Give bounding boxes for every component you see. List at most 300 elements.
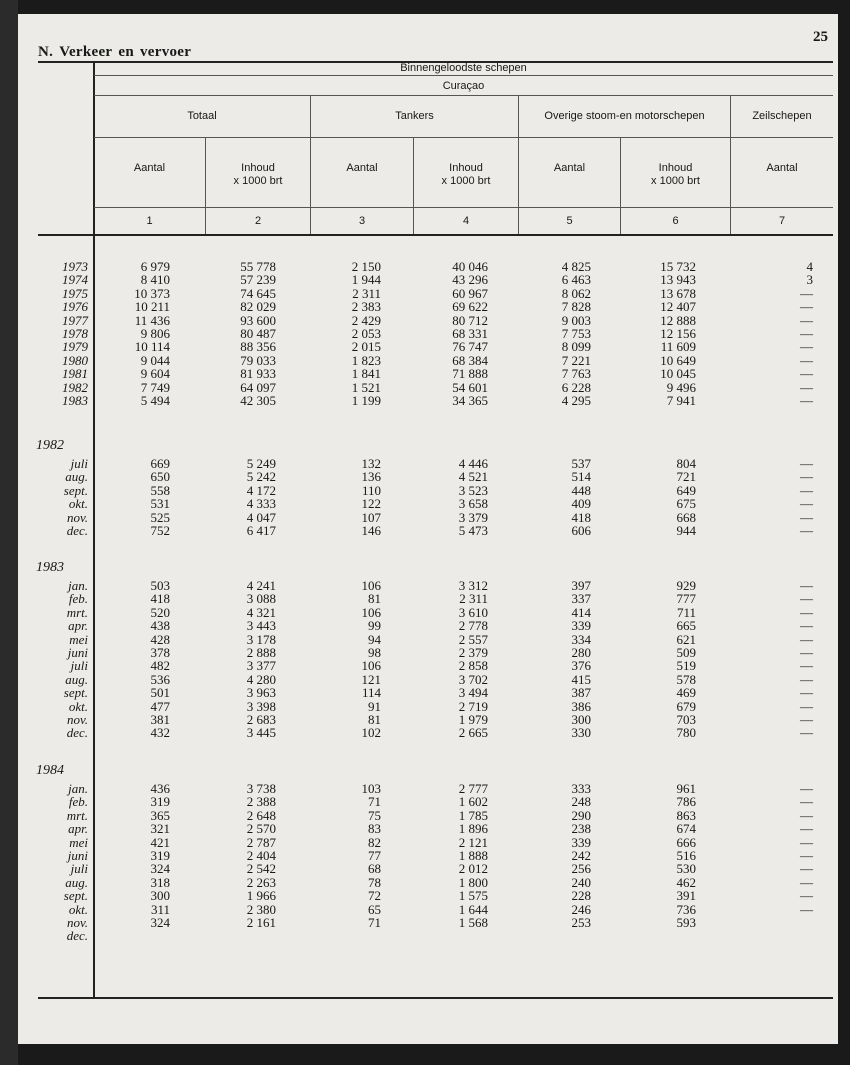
table-cell: 668 [676, 509, 696, 525]
table-cell: 711 [676, 604, 696, 620]
table-cell: — [800, 658, 813, 674]
table-cell: 68 [368, 861, 381, 877]
header-rule-2 [94, 95, 833, 96]
table-cell: 415 [571, 671, 591, 687]
table-cell: 3 658 [458, 496, 488, 512]
column-3-1984 [321, 782, 381, 929]
table-cell: 122 [361, 496, 381, 512]
table-cell: 11 609 [660, 339, 696, 355]
table-cell: 503 [150, 578, 170, 593]
row-label: 1978 [62, 325, 88, 341]
table-cell: 520 [150, 604, 170, 620]
table-cell: 334 [571, 631, 591, 647]
table-cell: 83 [368, 821, 381, 837]
row-label: juli [70, 456, 88, 471]
table-cell: 2 015 [351, 339, 381, 355]
table-cell: 414 [571, 604, 591, 620]
table-cell: 1 644 [458, 901, 488, 917]
column-7-1983 [773, 579, 813, 740]
table-cell: 8 410 [140, 272, 170, 288]
table-cell: — [800, 325, 813, 341]
table-cell: — [800, 834, 813, 850]
table-cell: 780 [676, 725, 696, 741]
table-cell: 387 [571, 685, 591, 701]
table-cell: 378 [150, 644, 170, 660]
table-cell: 34 365 [452, 392, 488, 408]
table-cell: 8 062 [561, 285, 591, 301]
table-cell: 2 150 [351, 259, 381, 274]
table-cell: 10 373 [134, 285, 170, 301]
table-cell: — [800, 522, 813, 538]
table-cell: 2 787 [246, 834, 276, 850]
table-cell: 2 570 [246, 821, 276, 837]
table-cell: 13 943 [660, 272, 696, 288]
table-cell: 246 [571, 901, 591, 917]
table-cell: 9 806 [140, 325, 170, 341]
row-label: aug. [65, 469, 88, 485]
table-cell: 339 [571, 834, 591, 850]
col-number-3: 3 [358, 215, 366, 227]
row-label: juli [70, 658, 88, 674]
table-cell: 319 [150, 847, 170, 863]
table-cell: 2 719 [458, 698, 488, 714]
table-cell: — [800, 604, 813, 620]
table-cell: 4 333 [246, 496, 276, 512]
table-cell: — [800, 888, 813, 904]
table-cell: 3 379 [458, 509, 488, 525]
table-cell: 525 [150, 509, 170, 525]
row-label: juni [67, 644, 88, 660]
col-number-5: 5 [566, 215, 573, 227]
table-cell: 2 383 [351, 299, 381, 315]
header-place: Curaçao [442, 80, 485, 92]
table-cell: — [800, 644, 813, 660]
table-cell: 324 [150, 861, 170, 877]
table-cell: 324 [150, 914, 170, 930]
table-cell: 606 [571, 522, 591, 538]
row-label: mei [69, 834, 88, 850]
table-cell: 3 610 [458, 604, 488, 620]
table-cell: 752 [150, 522, 170, 538]
table-cell: 537 [571, 456, 591, 471]
table-cell: 944 [676, 522, 696, 538]
table-cell: 78 [368, 874, 381, 890]
table-cell: 4 280 [246, 671, 276, 687]
table-cell: 93 600 [240, 312, 276, 328]
column-7-1984 [773, 782, 813, 929]
table-cell: 3 398 [246, 698, 276, 714]
table-cell: 666 [676, 834, 696, 850]
column-2-1983 [196, 579, 276, 740]
table-cell: 2 777 [458, 781, 488, 796]
table-cell: 240 [571, 874, 591, 890]
document-page [18, 14, 838, 1044]
table-cell: 929 [676, 578, 696, 593]
table-cell: 3 377 [246, 658, 276, 674]
table-cell: 106 [361, 604, 381, 620]
row-label: 1976 [62, 299, 88, 315]
table-cell: 69 622 [452, 299, 488, 315]
table-cell: 72 [368, 888, 381, 904]
table-cell: 679 [676, 698, 696, 714]
row-label: jan. [68, 578, 88, 593]
table-cell: 421 [150, 834, 170, 850]
table-cell: 1 888 [458, 847, 488, 863]
table-cell: — [800, 392, 813, 408]
column-5-1984 [531, 782, 591, 929]
book-binding [0, 0, 18, 1065]
table-cell: 10 114 [134, 339, 170, 355]
column-4-1984 [408, 782, 488, 929]
table-cell: — [800, 352, 813, 368]
row-label: dec. [66, 725, 88, 741]
row-label: mrt. [66, 807, 88, 823]
table-cell: 2 665 [458, 725, 488, 741]
table-cell: 365 [150, 807, 170, 823]
row-labels-1983 [36, 561, 88, 740]
table-cell: — [800, 781, 813, 796]
table-cell: 6 228 [561, 379, 591, 395]
table-cell: — [800, 509, 813, 525]
table-cell: 8 099 [561, 339, 591, 355]
row-label: 1983 [62, 392, 88, 408]
table-cell: 3 738 [246, 781, 276, 796]
table-cell: 3 443 [246, 618, 276, 634]
table-cell: — [800, 794, 813, 810]
table-cell: 321 [150, 821, 170, 837]
table-cell: 2 388 [246, 794, 276, 810]
table-cell: 1 966 [246, 888, 276, 904]
table-cell: — [800, 312, 813, 328]
table-cell [773, 916, 813, 929]
table-cell: 76 747 [452, 339, 488, 355]
table-cell: 777 [676, 591, 696, 607]
column-6-1984 [626, 782, 696, 929]
table-cell: — [800, 631, 813, 647]
column-6-1983 [626, 579, 696, 740]
table-cell: 42 305 [240, 392, 276, 408]
table-cell: 71 [368, 794, 381, 810]
table-cell: 9 496 [666, 379, 696, 395]
table-cell: 1 896 [458, 821, 488, 837]
table-cell: 75 [368, 807, 381, 823]
table-cell: 578 [676, 671, 696, 687]
table-cell: 77 [368, 847, 381, 863]
table-cell: 12 156 [660, 325, 696, 341]
table-cell: 2 858 [458, 658, 488, 674]
table-cell: 64 097 [240, 379, 276, 395]
row-label: 1979 [62, 339, 88, 355]
table-cell: 7 749 [140, 379, 170, 395]
table-cell: 9 003 [561, 312, 591, 328]
row-label: sept. [63, 685, 88, 701]
table-cell: 1 944 [351, 272, 381, 288]
table-cell: — [800, 285, 813, 301]
header-inhoud-6: Inhoud x 1000 brt [651, 162, 700, 187]
table-cell: 228 [571, 888, 591, 904]
row-label: nov. [66, 509, 88, 525]
table-cell: 536 [150, 671, 170, 687]
table-cell: 330 [571, 725, 591, 741]
table-cell: 3 523 [458, 482, 488, 498]
table-cell: — [800, 339, 813, 355]
table-cell: 94 [368, 631, 381, 647]
table-cell: 4 825 [561, 259, 591, 274]
header-tankers: Tankers [395, 110, 434, 122]
table-cell: — [800, 496, 813, 512]
row-label: juli [70, 861, 88, 877]
column-3-1982 [321, 457, 381, 537]
table-cell: 519 [676, 658, 696, 674]
table-cell: 12 888 [660, 312, 696, 328]
row-label: sept. [63, 482, 88, 498]
table-cell: 418 [571, 509, 591, 525]
table-cell: 3 088 [246, 591, 276, 607]
table-cell: 1 575 [458, 888, 488, 904]
table-cell: 253 [571, 914, 591, 930]
table-cell: — [800, 725, 813, 741]
column-4-years [408, 260, 488, 407]
table-cell: 1 568 [458, 914, 488, 930]
table-cell: 409 [571, 496, 591, 512]
row-label: apr. [68, 618, 88, 634]
header-rule-1 [94, 75, 833, 76]
table-cell: 43 296 [452, 272, 488, 288]
col-number-4: 4 [462, 215, 470, 227]
table-cell: 1 823 [351, 352, 381, 368]
table-cell: — [800, 685, 813, 701]
table-cell: 804 [676, 456, 696, 471]
table-cell: 81 933 [240, 366, 276, 382]
header-aantal-1: Aantal [133, 162, 166, 174]
col-number-6: 6 [672, 215, 679, 227]
table-cell: 1 602 [458, 794, 488, 810]
table-cell: 11 436 [134, 312, 170, 328]
page-number: 25 [813, 29, 828, 45]
table-cell: 60 967 [452, 285, 488, 301]
table-cell: — [800, 901, 813, 917]
table-cell: 80 487 [240, 325, 276, 341]
table-cell: — [800, 671, 813, 687]
table-cell: 4 047 [246, 509, 276, 525]
table-cell: 501 [150, 685, 170, 701]
column-5-years [531, 260, 591, 407]
table-cell: 509 [676, 644, 696, 660]
table-cell: 248 [571, 794, 591, 810]
table-cell: 961 [676, 781, 696, 796]
table-cell: 530 [676, 861, 696, 877]
table-cell: 146 [361, 522, 381, 538]
table-cell: 428 [150, 631, 170, 647]
table-cell: 1 199 [351, 392, 381, 408]
table-cell: 558 [150, 482, 170, 498]
row-label: aug. [65, 671, 88, 687]
header-zeilschepen: Zeilschepen [752, 110, 812, 122]
table-cell: 516 [676, 847, 696, 863]
table-cell: 3 312 [458, 578, 488, 593]
table-cell: 121 [361, 671, 381, 687]
table-cell: 1 979 [458, 711, 488, 727]
table-cell: 106 [361, 658, 381, 674]
row-label: 1982 [62, 379, 88, 395]
table-cell: 1 785 [458, 807, 488, 823]
table-cell: 477 [150, 698, 170, 714]
table-cell: 462 [676, 874, 696, 890]
table-cell: — [800, 366, 813, 382]
row-label: apr. [68, 821, 88, 837]
table-cell: 436 [150, 781, 170, 796]
table-cell: 1 800 [458, 874, 488, 890]
table-cell: 674 [676, 821, 696, 837]
table-cell: 339 [571, 618, 591, 634]
table-cell: 9 044 [140, 352, 170, 368]
table-cell: 68 331 [452, 325, 488, 341]
table-cell: 7 828 [561, 299, 591, 315]
table-cell: 2 053 [351, 325, 381, 341]
header-inhoud-2: Inhoud x 1000 brt [233, 162, 283, 187]
column-2-1984 [196, 782, 276, 929]
table-cell: 3 702 [458, 671, 488, 687]
column-5-1983 [531, 579, 591, 740]
table-cell: 55 778 [240, 259, 276, 274]
column-1-1983 [100, 579, 170, 740]
header-aantal-7: Aantal [766, 162, 798, 174]
table-cell: 13 678 [660, 285, 696, 301]
header-main: Binnengeloodste schepen [400, 62, 527, 74]
table-cell: 88 356 [240, 339, 276, 355]
table-cell: 1 841 [351, 366, 381, 382]
column-3-years [321, 260, 381, 407]
column-6-years [626, 260, 696, 407]
table-cell: 2 429 [351, 312, 381, 328]
column-1-1984 [100, 782, 170, 929]
row-label: dec. [66, 928, 88, 944]
column-1-years [100, 260, 170, 407]
table-cell: 703 [676, 711, 696, 727]
table-cell: 650 [150, 469, 170, 485]
header-totaal: Totaal [187, 110, 217, 122]
table-cell: 65 [368, 901, 381, 917]
table-cell: 98 [368, 644, 381, 660]
table-cell: 4 241 [246, 578, 276, 593]
table-cell: 3 178 [246, 631, 276, 647]
table-cell: 3 [806, 272, 813, 288]
table-cell: 5 242 [246, 469, 276, 485]
table-cell: 54 601 [452, 379, 488, 395]
table-cell: 107 [361, 509, 381, 525]
row-label: okt. [68, 901, 88, 917]
table-cell: 74 645 [240, 285, 276, 301]
table-cell: 6 463 [561, 272, 591, 288]
table-cell: 256 [571, 861, 591, 877]
column-2-1982 [196, 457, 276, 537]
row-label: 1980 [62, 352, 88, 368]
table-cell: 333 [571, 781, 591, 796]
table-cell: — [800, 821, 813, 837]
table-cell: — [800, 456, 813, 471]
table-cell: 665 [676, 618, 696, 634]
table-cell: — [800, 874, 813, 890]
table-cell: 736 [676, 901, 696, 917]
table-cell: 6 417 [246, 522, 276, 538]
table-cell: 9 604 [140, 366, 170, 382]
table-cell: 2 557 [458, 631, 488, 647]
table-cell: 448 [571, 482, 591, 498]
table-cell: 6 979 [140, 259, 170, 274]
table-cell: 82 029 [240, 299, 276, 315]
table-cell: 391 [676, 888, 696, 904]
table-cell: 4 321 [246, 604, 276, 620]
table-cell: 99 [368, 618, 381, 634]
row-label: 1981 [62, 366, 88, 382]
row-label: sept. [63, 888, 88, 904]
table-cell: 376 [571, 658, 591, 674]
table-cell: 10 211 [134, 299, 170, 315]
row-label: jan. [68, 781, 88, 796]
table-cell: 721 [676, 469, 696, 485]
table-cell: 15 732 [660, 259, 696, 274]
table-cell: 675 [676, 496, 696, 512]
header-aantal-3: Aantal [346, 162, 378, 174]
table-cell: 71 [368, 914, 381, 930]
column-4-1982 [408, 457, 488, 537]
table-cell: 68 384 [452, 352, 488, 368]
row-label: mei [69, 631, 88, 647]
table-cell: 81 [368, 591, 381, 607]
table-cell: 4 446 [458, 456, 488, 471]
table-cell: 300 [571, 711, 591, 727]
table-cell: 3 494 [458, 685, 488, 701]
table-cell: 649 [676, 482, 696, 498]
table-cell: — [800, 379, 813, 395]
table-cell: 2 404 [246, 847, 276, 863]
table-cell: 71 888 [452, 366, 488, 382]
table-cell: 2 311 [459, 591, 488, 607]
table-cell: 4 521 [458, 469, 488, 485]
table-cell: — [800, 591, 813, 607]
table-cell: 106 [361, 578, 381, 593]
table-cell: 311 [150, 901, 170, 917]
table-cell: 593 [676, 914, 696, 930]
table-cell: — [800, 482, 813, 498]
table-cell: — [800, 578, 813, 593]
table-cell: 132 [361, 456, 381, 471]
table-cell: 82 [368, 834, 381, 850]
table-cell: 7 763 [561, 366, 591, 382]
row-label: mrt. [66, 604, 88, 620]
table-cell: 2 888 [246, 644, 276, 660]
table-cell: 863 [676, 807, 696, 823]
table-cell: 1 521 [351, 379, 381, 395]
table-cell: 110 [361, 482, 381, 498]
header-inhoud-4: Inhoud x 1000 brt [441, 162, 491, 187]
table-cell: 482 [150, 658, 170, 674]
row-label: 1973 [62, 259, 88, 274]
table-cell: 319 [150, 794, 170, 810]
table-cell: 4 [806, 259, 813, 274]
table-cell: 2 012 [458, 861, 488, 877]
table-cell: 10 045 [660, 366, 696, 382]
group-title-1982: 1982 [36, 438, 64, 453]
table-cell: 669 [150, 456, 170, 471]
table-cell: 2 683 [246, 711, 276, 727]
row-label: feb. [68, 794, 88, 810]
table-cell: 10 649 [660, 352, 696, 368]
table-cell: 91 [368, 698, 381, 714]
row-labels-years [36, 260, 88, 407]
table-cell: 2 778 [458, 618, 488, 634]
table-bottom-rule [38, 997, 833, 999]
